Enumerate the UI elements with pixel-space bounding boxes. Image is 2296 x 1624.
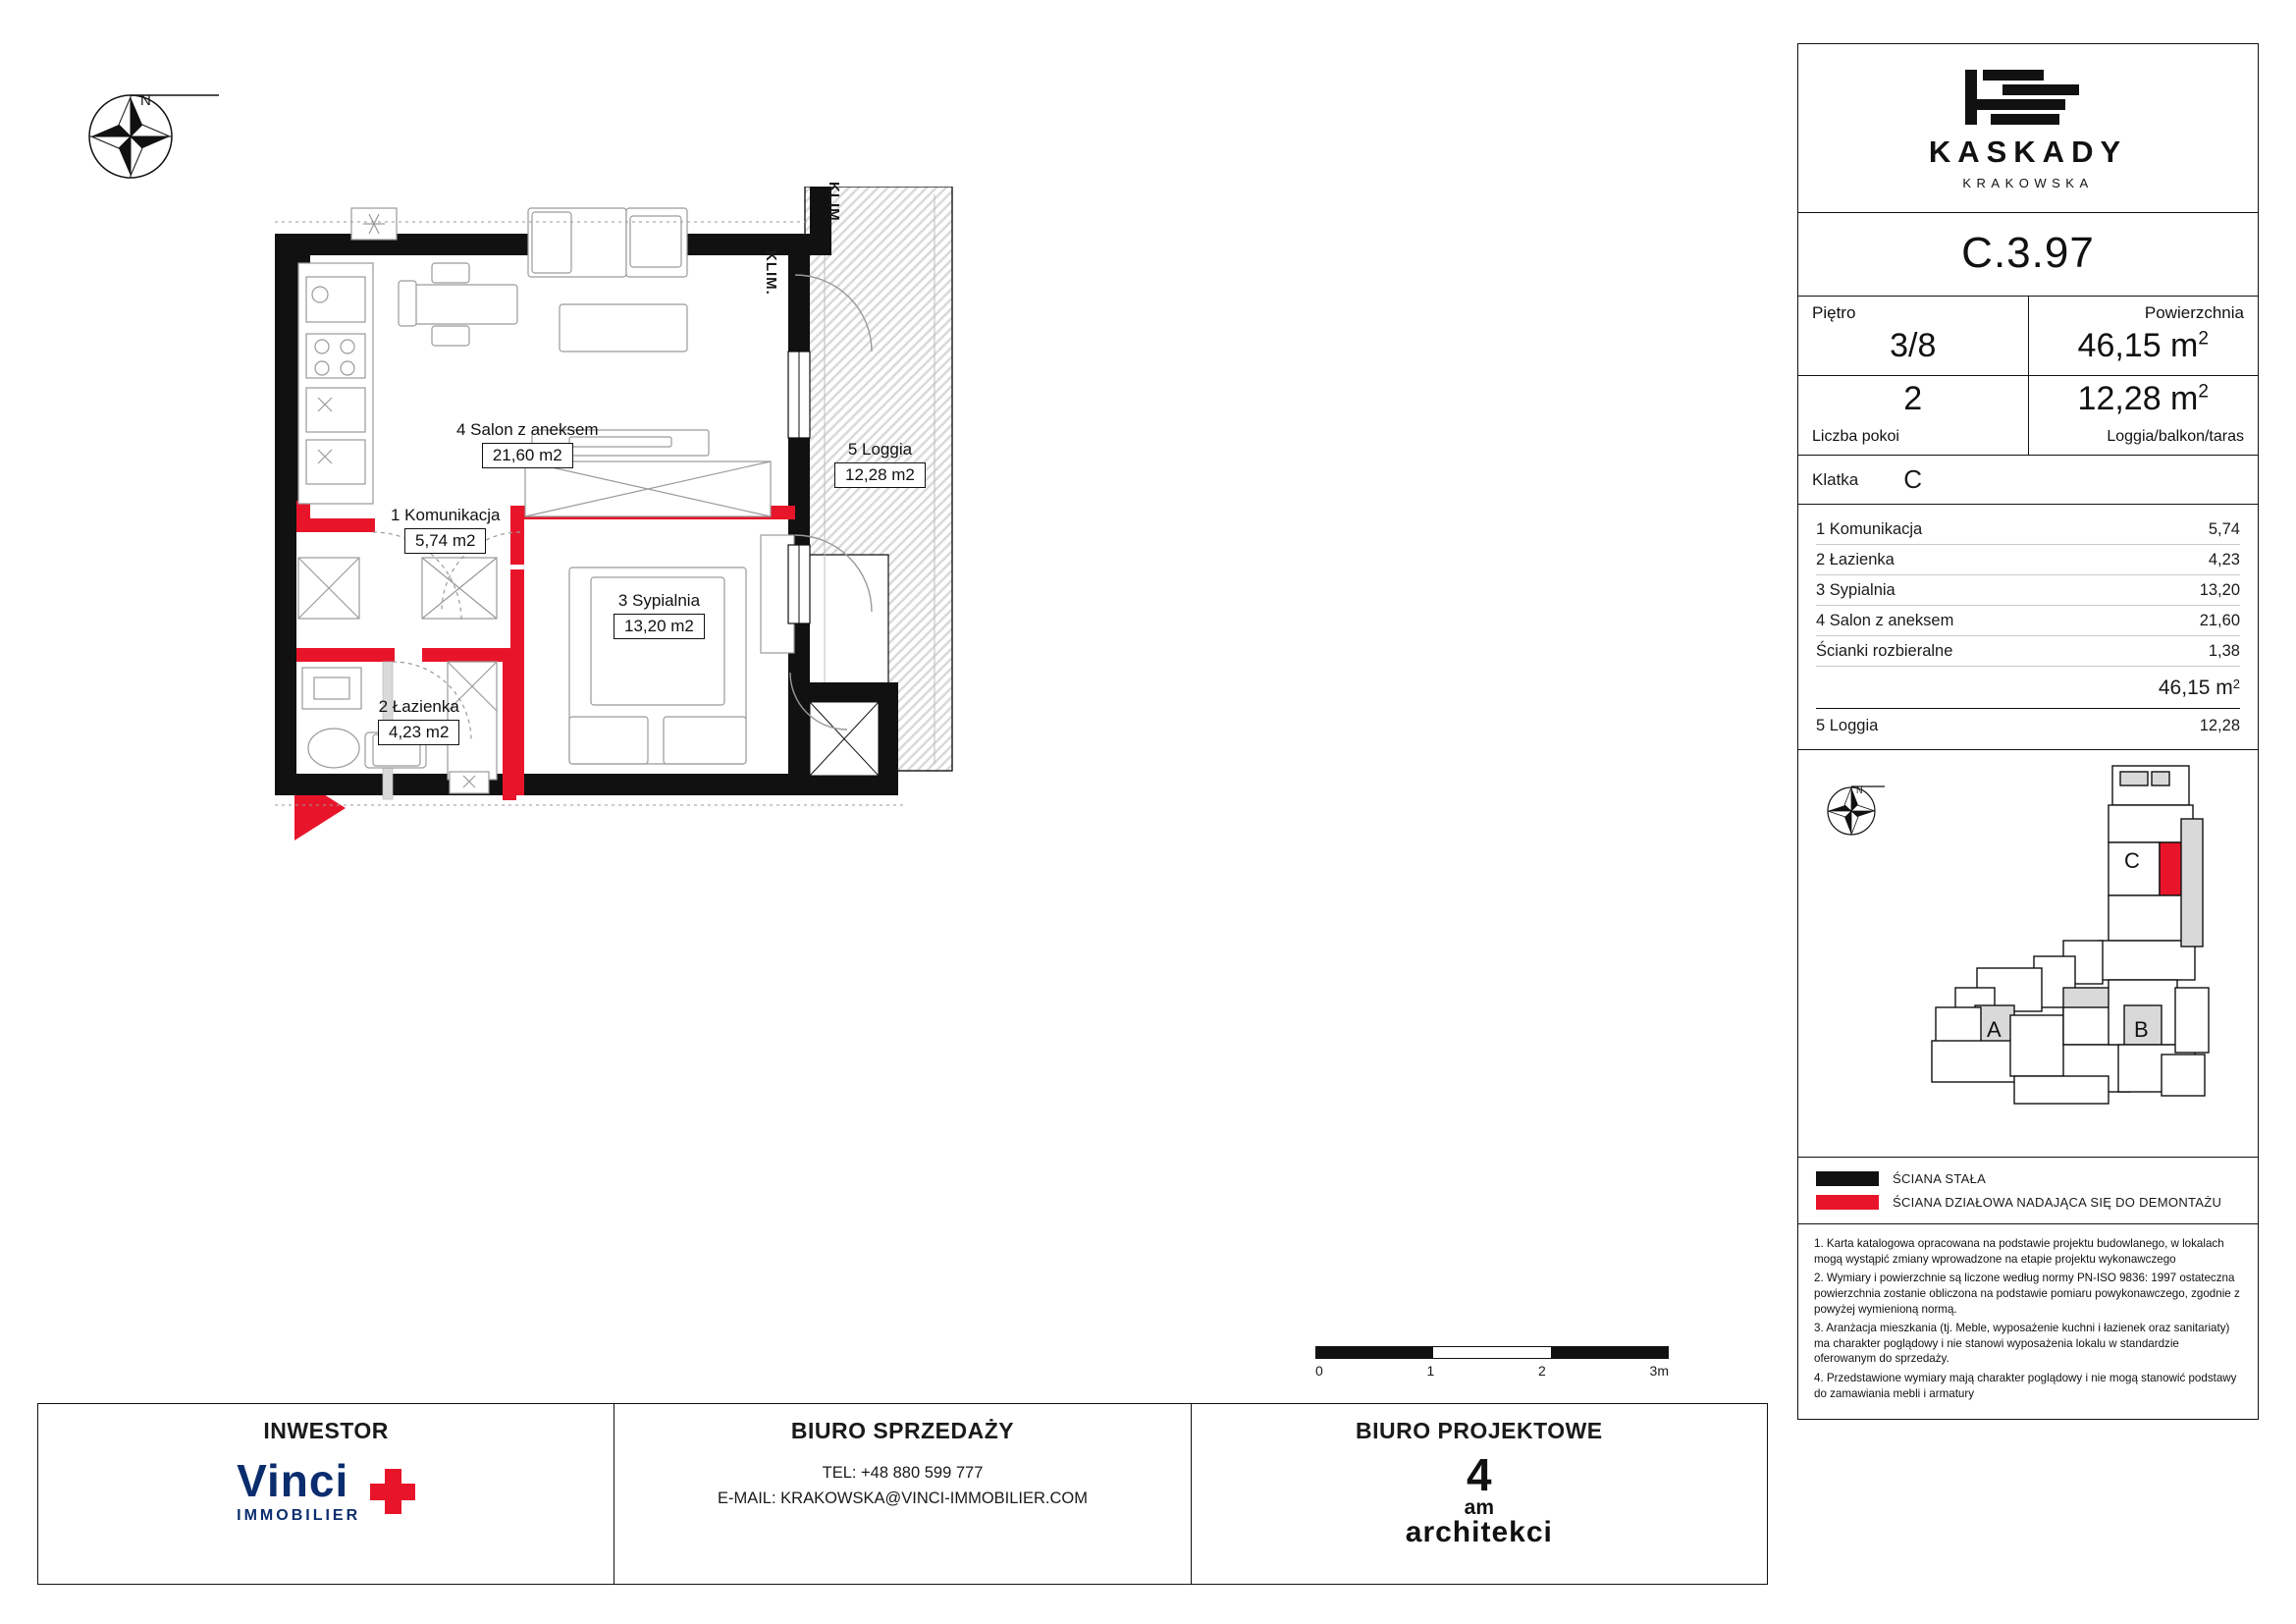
room-area: 1,38 xyxy=(2208,642,2240,660)
scale-tick-2: 2 xyxy=(1538,1363,1546,1379)
footer-bar xyxy=(37,1403,1768,1585)
balcony-exponent: 2 xyxy=(2198,381,2209,403)
legend-label-fixed-wall: ŚCIANA STAŁA xyxy=(1893,1171,1987,1186)
sales-phone[interactable]: TEL: +48 880 599 777 xyxy=(822,1464,984,1482)
legend-item-removable-wall xyxy=(1816,1195,2240,1210)
note-4: 4. Przedstawione wymiary mają charakter poglądowy i nie mogą stanowić podstawy do zamawiania mebli i armatury xyxy=(1814,1372,2237,1400)
room-area: 4,23 xyxy=(2208,551,2240,568)
staircase-block xyxy=(1798,456,2258,505)
keyplan-label-c: C xyxy=(2124,848,2140,873)
keyplan-label-a: A xyxy=(1987,1017,2002,1042)
footer-design-office xyxy=(1192,1404,1767,1584)
table-row xyxy=(1816,575,2240,606)
klim-label-top: KLIM. xyxy=(826,182,842,227)
note-2: 2. Wymiary i powierzchnie są liczone według normy PN-ISO 9836: 1997 ostateczna powierzchnia zostanie obliczona na podstawie pomiaru powykonawczego, zgodnie z powyżej wymienioną normą. xyxy=(1814,1272,2240,1316)
sales-email[interactable]: E-MAIL: KRAKOWSKA@VINCI-IMMOBILIER.COM xyxy=(717,1489,1089,1508)
compass-rose xyxy=(83,83,221,191)
area-cell xyxy=(2029,297,2259,375)
key-plan-diagram xyxy=(1916,760,2240,1148)
room-name: 1 Komunikacja xyxy=(1816,520,1923,538)
svg-text:N: N xyxy=(1856,785,1863,795)
scale-tick-3: 3m xyxy=(1649,1363,1669,1379)
staircase-label: Klatka xyxy=(1812,469,1859,489)
table-row xyxy=(1816,514,2240,545)
area-exponent: 2 xyxy=(2198,328,2209,350)
room-name: 4 Salon z aneksem xyxy=(1816,612,1954,629)
key-plan-block xyxy=(1798,750,2258,1158)
note-1: 1. Karta katalogowa opracowana na podstawie projektu budowlanego, w lokalach mogą wystąpić zmiany wprowadzone na etapie projektu wykonawczego xyxy=(1814,1237,2224,1266)
table-row xyxy=(1816,606,2240,636)
floor-label: Piętro xyxy=(1812,303,1856,322)
am-architekci-logo xyxy=(1192,1449,1767,1548)
room-area: 13,20 xyxy=(2199,581,2240,599)
unit-code: C.3.97 xyxy=(1961,229,2095,277)
legend-swatch-red xyxy=(1816,1195,1879,1210)
design-title: BIURO PROJEKTOWE xyxy=(1355,1418,1603,1443)
keyplan-label-b: B xyxy=(2134,1017,2149,1042)
sales-title: BIURO SPRZEDAŻY xyxy=(790,1418,1015,1443)
room-area: 21,60 xyxy=(2199,612,2240,629)
scale-bar xyxy=(1315,1346,1669,1379)
table-row xyxy=(1816,545,2240,575)
floor-value: 3/8 xyxy=(1890,327,1937,364)
cross-icon xyxy=(370,1469,415,1514)
area-value xyxy=(2029,323,2259,375)
am-logo-4: 4 xyxy=(1467,1449,1492,1500)
footer-investor xyxy=(38,1404,614,1584)
vinci-cross-logo xyxy=(38,1455,614,1525)
legend-label-removable-wall: ŚCIANA DZIAŁOWA NADAJĄCA SIĘ DO DEMONTAŻU xyxy=(1893,1195,2222,1210)
room-label-loggia: 5 Loggia 12,28 m2 xyxy=(834,440,926,488)
balcony-cell xyxy=(2029,376,2259,455)
room-area: 5,74 xyxy=(2208,520,2240,538)
am-logo-architekci: architekci xyxy=(1405,1516,1553,1548)
room-label-lazienka: 2 Łazienka 4,23 m2 xyxy=(378,697,459,745)
legend-swatch-black xyxy=(1816,1171,1879,1186)
rooms-value: 2 xyxy=(1903,380,1923,417)
area-label: Powierzchnia xyxy=(2144,303,2244,322)
room-label-komunikacja: 1 Komunikacja 5,74 m2 xyxy=(391,506,501,554)
rooms-cell xyxy=(1798,376,2029,455)
total-area-value: 46,15 m xyxy=(2158,677,2233,699)
compass-rose-small xyxy=(1824,778,1887,840)
floor-cell xyxy=(1798,297,2029,375)
klim-label-right: KLIM. xyxy=(763,250,779,296)
rooms-label: Liczba pokoi xyxy=(1812,428,1899,445)
note-3: 3. Aranżacja mieszkania (tj. Meble, wyposażenie kuchni i łazienek oraz sanitariaty) ma charakter poglądowy i nie stanowi wyposażenia lokalu w standardzie oferowanym do sprzedaży. xyxy=(1814,1322,2230,1366)
unit-summary-block xyxy=(1798,297,2258,456)
table-row xyxy=(1816,636,2240,667)
room-area-table xyxy=(1798,505,2258,750)
balcony-number: 12,28 m xyxy=(2077,380,2199,417)
scale-bar-segments xyxy=(1315,1346,1669,1359)
vinci-logo-sub: IMMOBILIER xyxy=(237,1507,361,1524)
total-area-row xyxy=(1816,667,2240,709)
brand-subtitle: KRAKOWSKA xyxy=(1962,176,2094,190)
room-name: Ścianki rozbieralne xyxy=(1816,642,1953,660)
brand-name: KASKADY xyxy=(1928,135,2128,169)
room-label-sypialnia: 3 Sypialnia 13,20 m2 xyxy=(614,591,705,639)
svg-text:N: N xyxy=(140,92,151,109)
room-name: 5 Loggia xyxy=(1816,717,1879,734)
info-panel xyxy=(1797,43,2259,1420)
table-row xyxy=(1816,709,2240,737)
area-number: 46,15 m xyxy=(2077,327,2199,364)
legal-notes xyxy=(1798,1224,2258,1419)
room-name: 2 Łazienka xyxy=(1816,551,1895,568)
vinci-logo-name: Vinci xyxy=(237,1455,349,1506)
am-logo-am: am xyxy=(1464,1496,1494,1519)
room-area: 12,28 xyxy=(2199,717,2240,734)
total-area-exponent: 2 xyxy=(2232,677,2240,691)
scale-tick-0: 0 xyxy=(1315,1363,1323,1379)
room-label-salon: 4 Salon z aneksem 21,60 m2 xyxy=(456,420,599,468)
balcony-value xyxy=(2029,376,2259,428)
floor-plan-drawing xyxy=(275,182,1335,1183)
brand-logo-block xyxy=(1798,44,2258,213)
wall-legend xyxy=(1798,1158,2258,1224)
investor-title: INWESTOR xyxy=(263,1418,389,1443)
kaskady-bars-logo xyxy=(1965,70,2091,125)
legend-item-fixed-wall xyxy=(1816,1171,2240,1186)
unit-code-block xyxy=(1798,213,2258,297)
staircase-value: C xyxy=(1903,464,1923,494)
room-name: 3 Sypialnia xyxy=(1816,581,1896,599)
footer-sales xyxy=(614,1404,1191,1584)
balcony-label: Loggia/balkon/taras xyxy=(2107,428,2244,445)
scale-tick-1: 1 xyxy=(1426,1363,1435,1379)
